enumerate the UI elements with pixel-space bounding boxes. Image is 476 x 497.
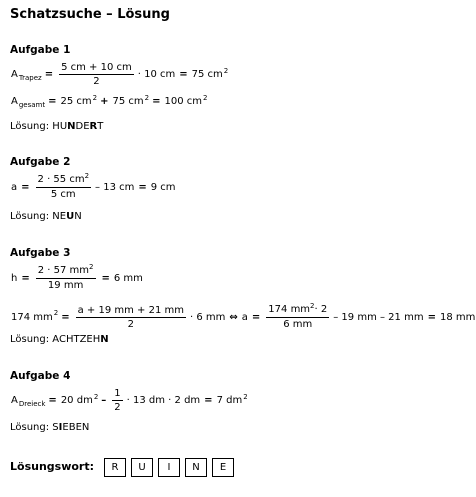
formula-lhs: a <box>11 181 18 193</box>
fraction-numerator: 5 cm + 10 cm <box>61 62 132 73</box>
superscript: 2 <box>243 392 248 401</box>
formula-lhs: 174 mm <box>11 311 53 323</box>
superscript: 2 <box>310 302 315 310</box>
solution-key-letter: N <box>100 334 109 345</box>
formula-lhs: A <box>11 395 18 406</box>
equals-sign: = <box>138 181 147 193</box>
task-3-formula-a <box>10 304 476 330</box>
solution-word-boxes <box>104 458 234 477</box>
task-2-formula <box>10 174 177 200</box>
fraction-denominator: 5 cm <box>50 189 76 200</box>
formula-lhs: h <box>11 272 18 284</box>
task-1-solution <box>10 121 103 132</box>
equals-sign: = <box>48 96 57 107</box>
superscript: 2 <box>89 263 94 271</box>
formula-result: 9 cm <box>150 181 176 193</box>
letter-box: N <box>185 458 207 477</box>
numerator-text: · 2 <box>314 304 328 315</box>
solution-text: ACHTZEH <box>52 334 101 345</box>
fraction <box>36 265 96 291</box>
equals-sign: = <box>61 311 70 323</box>
equals-sign: = <box>251 311 261 323</box>
formula-lhs: a <box>241 311 248 323</box>
solution-key-letter: I <box>58 422 63 433</box>
solution-key-letter: U <box>66 211 75 222</box>
formula-term: 25 cm <box>60 96 92 107</box>
letter-box: R <box>104 458 126 477</box>
numerator-text: 2 · 57 mm <box>37 265 90 276</box>
fraction-numerator <box>266 304 329 318</box>
task-3-solution <box>10 334 109 345</box>
formula-subscript: Trapez <box>18 73 42 82</box>
formula-result: 7 dm <box>216 395 243 406</box>
fraction-denominator: 19 mm <box>47 280 84 291</box>
letter-box: I <box>158 458 180 477</box>
task-4-formula <box>10 388 248 413</box>
equals-sign: = <box>152 96 161 107</box>
letter-box: U <box>131 458 153 477</box>
task-3-formula-h <box>10 265 144 291</box>
formula-term: 75 cm <box>112 96 144 107</box>
solution-key-letter: R <box>89 121 98 132</box>
equivalence-arrow: ⇔ <box>229 311 238 323</box>
superscript: 2 <box>144 93 150 102</box>
solution-prefix: Lösung: <box>10 121 53 132</box>
formula-term: – 19 mm – 21 mm <box>333 311 424 323</box>
fraction <box>266 304 329 330</box>
formula-term: – 13 cm <box>95 181 135 193</box>
fraction-denominator: 2 <box>127 318 134 330</box>
formula-lhs: A <box>11 69 18 80</box>
equals-sign: = <box>427 311 436 323</box>
task-4-heading: Aufgabe 4 <box>10 370 71 382</box>
solution-text: T <box>97 121 104 132</box>
formula-result: 6 mm <box>113 272 143 284</box>
formula-result: 100 cm <box>164 96 203 107</box>
plus-sign: + <box>100 96 109 107</box>
page-title: Schatzsuche – Lösung <box>10 7 170 22</box>
superscript: 2 <box>93 392 99 401</box>
numerator-text: 174 mm <box>268 304 311 315</box>
equals-sign: = <box>101 272 110 284</box>
superscript: 2 <box>84 172 90 180</box>
formula-result: 18 mm <box>439 311 476 323</box>
task-1-formula-gesamt <box>10 93 208 109</box>
letter-box: E <box>212 458 234 477</box>
numerator-text: 2 · 55 cm <box>37 174 85 185</box>
solution-word-label: Lösungswort: <box>10 460 94 473</box>
formula-subscript: Dreieck <box>18 399 46 408</box>
equals-sign: = <box>44 69 54 80</box>
superscript: 2 <box>53 309 59 317</box>
fraction-numerator: a + 19 mm + 21 mm <box>77 304 184 316</box>
formula-term: · 10 cm <box>137 69 176 80</box>
fraction-numerator <box>36 265 96 279</box>
task-1-formula-trapez <box>10 62 228 87</box>
fraction <box>76 305 186 330</box>
minus-sign: – <box>101 395 107 406</box>
solution-text: NE <box>52 211 67 222</box>
solution-text: HU <box>52 121 68 132</box>
task-2-heading: Aufgabe 2 <box>10 156 71 168</box>
formula-result: 75 cm <box>191 69 223 80</box>
solution-text: EBEN <box>62 422 90 433</box>
formula-term: 20 dm <box>60 395 93 406</box>
fraction <box>59 62 134 87</box>
superscript: 2 <box>92 93 98 102</box>
equals-sign: = <box>179 69 188 80</box>
solution-text: DE <box>75 121 90 132</box>
formula-lhs: A <box>11 96 18 107</box>
task-1-heading: Aufgabe 1 <box>10 44 71 56</box>
formula-term: · 6 mm <box>189 311 226 323</box>
superscript: 2 <box>223 66 229 75</box>
solution-prefix: Lösung: <box>10 422 53 433</box>
solution-prefix: Lösung: <box>10 334 53 345</box>
solution-key-letter: N <box>67 121 76 132</box>
formula-term: · 13 dm · 2 dm <box>126 395 201 406</box>
fraction <box>36 174 92 200</box>
fraction-denominator: 2 <box>93 76 100 87</box>
equals-sign: = <box>48 395 57 406</box>
fraction-numerator: 1 <box>114 388 121 399</box>
solution-prefix: Lösung: <box>10 211 53 222</box>
solution-text: S <box>52 422 59 433</box>
formula-subscript: gesamt <box>18 100 46 109</box>
fraction-denominator: 2 <box>114 402 121 413</box>
task-3-heading: Aufgabe 3 <box>10 247 71 259</box>
equals-sign: = <box>21 272 30 284</box>
fraction <box>112 388 122 413</box>
fraction-numerator <box>36 174 92 188</box>
task-4-solution <box>10 422 89 433</box>
fraction-denominator: 6 mm <box>283 319 313 330</box>
superscript: 2 <box>203 93 208 102</box>
equals-sign: = <box>204 395 213 406</box>
task-2-solution <box>10 211 82 222</box>
equals-sign: = <box>21 181 30 193</box>
solution-text: N <box>74 211 82 222</box>
